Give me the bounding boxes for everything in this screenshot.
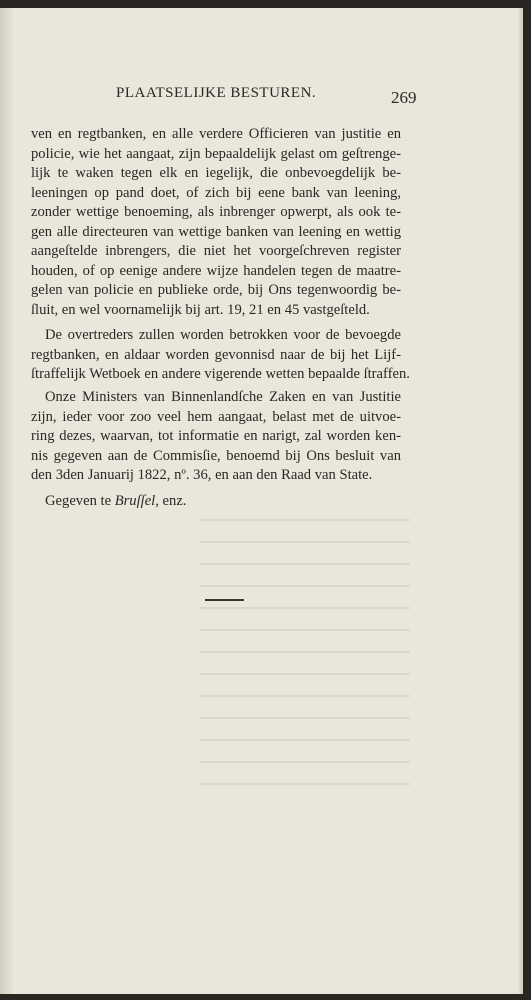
text-line: De overtreders zullen worden betrokken voor de bevoegde: [45, 327, 401, 343]
scan-background: [0, 994, 531, 1000]
book-page: [0, 8, 523, 994]
text-line: den 3den Januarij 1822, nº. 36, en aan den Raad van State.: [31, 467, 373, 483]
closing-suffix: , enz.: [155, 493, 187, 509]
closing-place: Bruſſel: [114, 493, 156, 509]
text-line: ſtraffelijk Wetboek en andere vigerende wetten bepaalde ſtraffen.: [31, 366, 410, 382]
text-line: leeningen op pand doet, of zich bij eene bank van leening,: [31, 184, 401, 201]
text-line: gen alle directeuren van wettige banken van leening en wettig: [31, 223, 401, 240]
text-line: zonder wettige benoeming, als inbrenger opwerpt, als ook te-: [31, 204, 401, 220]
text-line: ring dezes, waarvan, tot informatie en narigt, zal worden ken-: [31, 428, 401, 444]
closing-formula: [45, 492, 415, 512]
paragraph-3: [31, 388, 401, 486]
paragraph-2: [31, 326, 410, 385]
text-line: ven en regtbanken, en alle verdere Officieren van justitie en: [31, 126, 401, 142]
text-line: policie, wie het aangaat, zijn bepaaldelijk gelast om geſtrenge-: [31, 145, 401, 162]
text-line: aangeſtelde inbrengers, die niet het voorgeſchreven register: [31, 243, 401, 259]
text-line: gelen van policie en publieke orde, bij Ons tegenwoordig be-: [31, 282, 401, 298]
paragraph-1: [31, 125, 401, 320]
text-line: regtbanken, en aldaar worden gevonnisd naar de bij het Lijf-: [31, 346, 401, 363]
text-line: [45, 492, 415, 512]
text-line: Onze Ministers van Binnenlandſche Zaken en van Justitie: [45, 389, 401, 405]
running-header-title: PLAATSELIJKE BESTUREN.: [116, 85, 317, 101]
closing-prefix: Gegeven te: [45, 493, 115, 509]
page-edge-shadow: [518, 8, 522, 994]
end-rule-divider: [205, 599, 244, 601]
reverse-side-bleed-through: [200, 508, 410, 798]
page-gutter-shadow: [0, 8, 14, 994]
text-line: zijn, ieder voor zoo veel hem aangaat, belast met de uitvoe-: [31, 408, 401, 425]
text-line: houden, of op eenige andere wijze handelen tegen de maatre-: [31, 262, 401, 279]
page-number: 269: [391, 88, 417, 107]
text-line: nis gegeven aan de Commisſie, benoemd bij Ons besluit van: [31, 447, 401, 464]
text-line: ſluit, en wel voornamelijk bij art. 19, 21 en 45 vastgeſteld.: [31, 301, 370, 318]
text-line: lijk te waken tegen elk en iegelijk, die onbevoegdelijk be-: [31, 165, 401, 181]
